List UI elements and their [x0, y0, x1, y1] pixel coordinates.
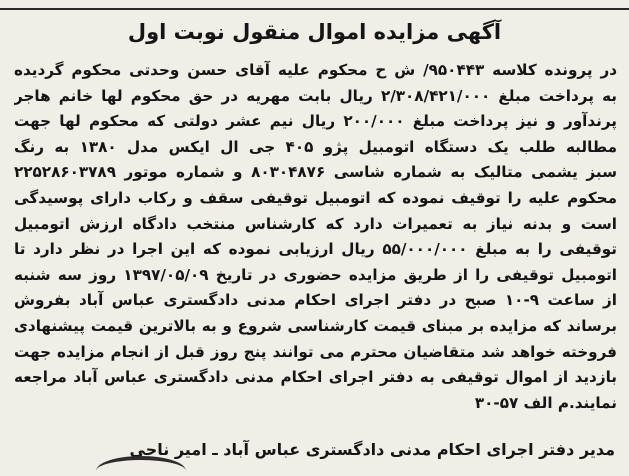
notice-line: است و بدنه نیاز به تعمیرات دارد که کارشناس منتخب دادگاه ارزش اتومبیل — [14, 214, 617, 233]
notice-title: آگهی مزایده اموال منقول نوبت اول — [127, 20, 502, 44]
notice-line: پرندآور و نیز پرداخت مبلغ ۲۰۰/۰۰۰ ریال نیم عشر دولتی که محکوم لها جهت — [14, 112, 617, 131]
notice-line: در پرونده کلاسه ۹۵۰۴۴۳/ ش ح محکوم علیه آقای حسن وحدتی محکوم گردیده — [14, 61, 617, 79]
notice-line: محکوم علیه را توقیف نموده که اتومبیل توقیفی سقف و رکاب دارای پوسیدگی — [14, 188, 617, 207]
top-rule — [0, 8, 629, 10]
notice-body — [14, 58, 617, 416]
notice-line: مطالبه طلب یک دستگاه اتومبیل پژو ۴۰۵ جی ال ایکس مدل ۱۳۸۰ به رنگ — [14, 137, 617, 156]
notice-line: فروخته خواهد شد متقاضیان محترم می توانند پنج روز قبل از انجام مزایده جهت — [14, 342, 617, 361]
notice-line: اتومبیل توقیفی را از طریق مزایده حضوری در تاریخ ۱۳۹۷/۰۵/۰۹ روز سه شنبه — [14, 265, 617, 284]
notice-line: به پرداخت مبلغ ۲/۳۰۸/۴۲۱/۰۰۰ ریال بابت مهریه در حق محکوم لها خانم هاجر — [14, 86, 617, 105]
notice-line: برساند که مزایده بر مبنای قیمت کارشناسی شروع و به بالاترین قیمت پیشنهادی — [14, 316, 617, 335]
notice-signature: مدیر دفتر اجرای احکام مدنی دادگستری عباس آباد ـ امیر ناجی — [129, 440, 615, 459]
notice-line: از ساعت ۹-۱۰ صبح در دفتر اجرای احکام مدنی دادگستری عباس آباد بفروش — [14, 291, 617, 310]
notice-line: بازدید از اموال توقیفی به دفتر اجرای احکام مدنی دادگستری عباس آباد مراجعه — [14, 368, 617, 387]
notice-line: سبز یشمی متالیک به شماره شاسی ۸۰۳۰۴۸۷۶ و شماره موتور ۲۲۵۲۸۶۰۳۷۸۹ — [14, 163, 617, 182]
notice-line: نمایند.م الف ۵۷-۳۰ — [474, 393, 617, 412]
notice-line: توقیفی را به مبلغ ۵۵/۰۰۰/۰۰۰ ریال ارزیابی نموده که این اجرا در نظر دارد تا — [14, 240, 617, 259]
